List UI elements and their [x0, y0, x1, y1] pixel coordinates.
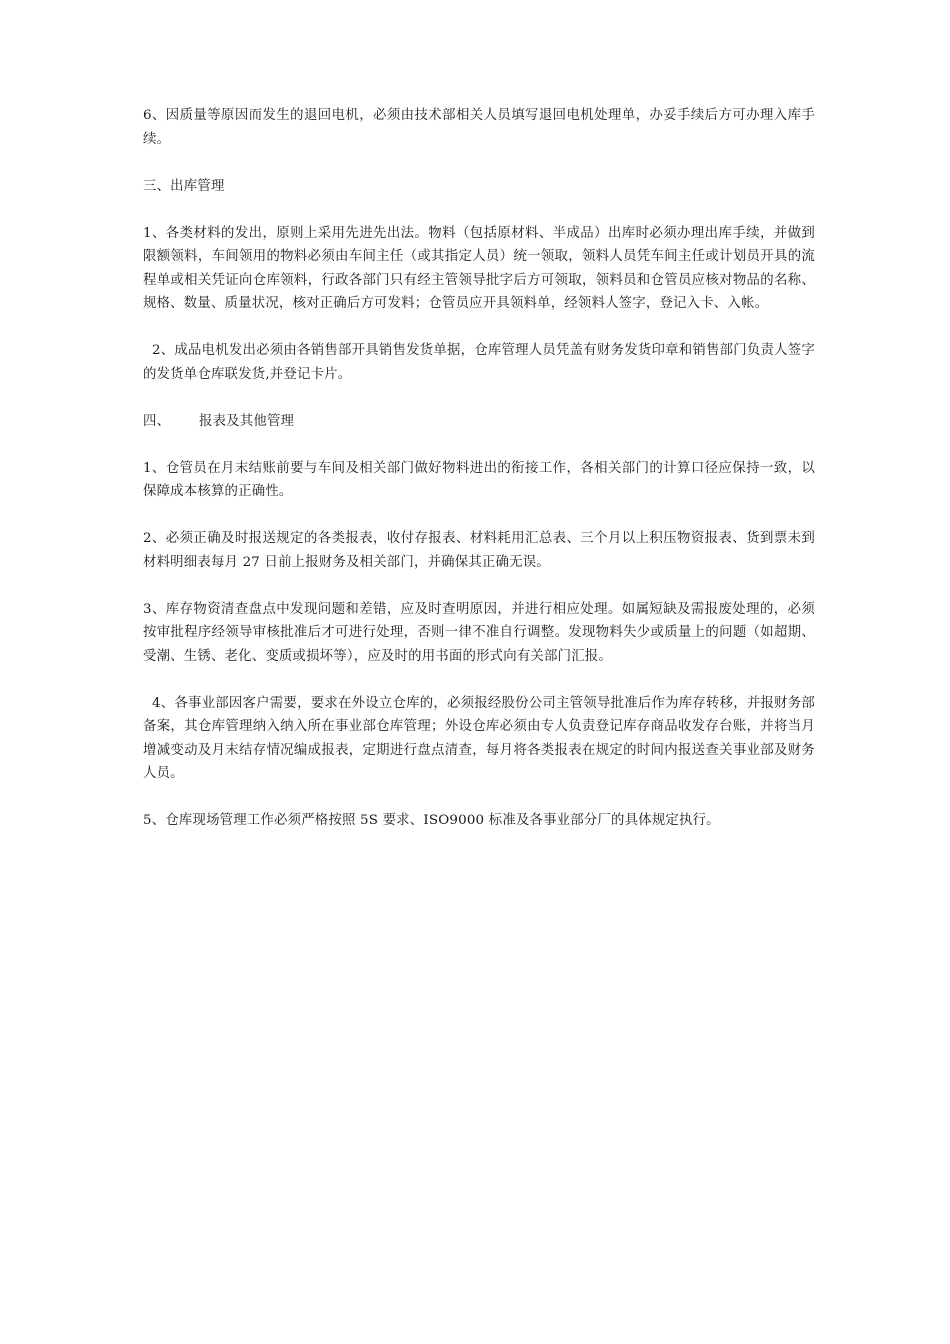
paragraph-report-submission: 2、必须正确及时报送规定的各类报表，收付存报表、材料耗用汇总表、三个月以上积压物资报表、货到票未到材料明细表每月 27 日前上报财务及相关部门，并确保其正确无误。 — [143, 531, 815, 570]
paragraph-material-issue: 1、各类材料的发出，原则上采用先进先出法。物料（包括原材料、半成品）出库时必须办理出库手续，并做到限额领料，车间领用的物料必须由车间主任（或其指定人员）统一领取，领料人员凭车间主任或计划员开具的流程单或相关凭证向仓库领料，行政各部门只有经主管领导批字后方可领取，领料员和仓管员应核对物品的名称、规格、数量、质量状况，核对正确后方可发料；仓管员应开具领料单，经领料人签字，登记入卡、入帐。 — [143, 225, 815, 311]
paragraph-month-end: 1、仓管员在月末结账前要与车间及相关部门做好物料进出的衔接工作，各相关部门的计算口径应保持一致，以保障成本核算的正确性。 — [143, 460, 815, 499]
paragraph-return-motor: 6、因质量等原因而发生的退回电机，必须由技术部相关人员填写退回电机处理单，办妥手续后方可办理入库手续。 — [143, 108, 815, 147]
paragraph-finished-motor-issue: 2、成品电机发出必须由各销售部开具销售发货单据，仓库管理人员凭盖有财务发货印章和销售部门负责人签字的发货单仓库联发货,并登记卡片。 — [143, 343, 815, 382]
paragraph-external-warehouse: 4、各事业部因客户需要，要求在外设立仓库的，必须报经股份公司主管领导批准后作为库存转移，并报财务部备案，其仓库管理纳入纳入所在事业部仓库管理；外设仓库必须由专人负责登记库存商品收发存台账，并将当月增减变动及月末结存情况编成报表，定期进行盘点清查，每月将各类报表在规定的时间内报送查关事业部及财务人员。 — [143, 695, 815, 781]
section-heading-number: 四、 — [143, 413, 171, 429]
paragraph-site-management: 5、仓库现场管理工作必须严格按照 5S 要求、ISO9000 标准及各事业部分厂的具体规定执行。 — [143, 813, 720, 828]
section-heading-title: 报表及其他管理 — [199, 413, 295, 429]
paragraph-inventory-check: 3、库存物资清查盘点中发现问题和差错，应及时查明原因，并进行相应处理。如属短缺及需报废处理的，必须按审批程序经领导审核批准后才可进行处理，否则一律不准自行调整。发现物料失少或质量上的问题（如超期、受潮、生锈、老化、变质或损坏等），应及时的用书面的形式向有关部门汇报。 — [143, 601, 815, 664]
document-page — [143, 104, 815, 856]
section-heading-outbound: 三、出库管理 — [143, 178, 225, 194]
section-heading-reports — [143, 410, 815, 434]
